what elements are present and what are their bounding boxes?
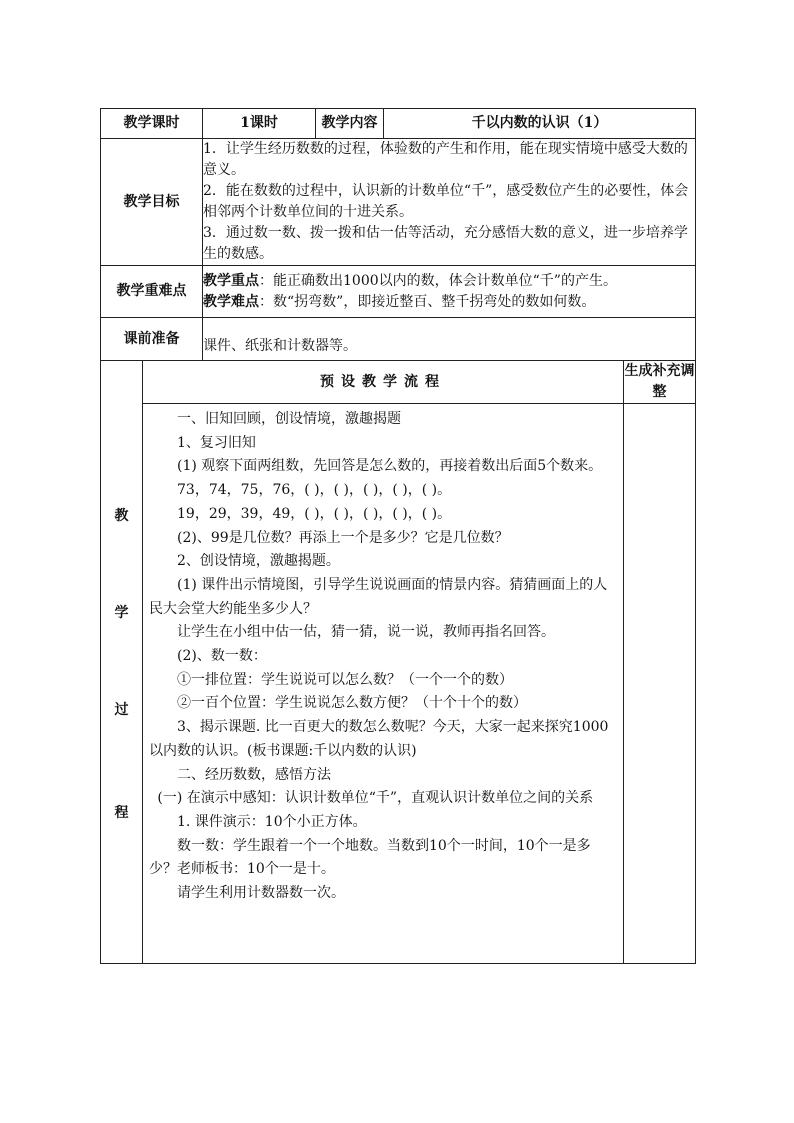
preparation-content: 课件、纸张和计数器等。 bbox=[203, 318, 696, 361]
focus-label: 教学重点 bbox=[203, 272, 259, 289]
period-value: 1课时 bbox=[203, 109, 316, 139]
objectives-row bbox=[101, 139, 696, 266]
preparation-row bbox=[101, 318, 696, 361]
objective-item: 3．通过数一数、拨一拨和估一估等活动，充分感悟大数的意义，进一步培养学生的数感。 bbox=[203, 225, 688, 262]
process-header-row bbox=[101, 361, 696, 404]
flow-line: 一、旧知回顾，创设情境，激趣揭题 bbox=[177, 411, 401, 427]
content-label: 教学内容 bbox=[316, 109, 384, 139]
flow-line: 请学生利用计数器数一次。 bbox=[177, 885, 345, 902]
flow-line: 1、复习旧知 bbox=[177, 434, 256, 451]
flow-title: 预设教学流程 bbox=[143, 361, 624, 404]
difficulty-text: ：数“拐弯数”，即接近整百、整千拐弯处的数如何数。 bbox=[259, 293, 596, 310]
flow-line: 19，29，39，49，( )，( )，( )，( )，( )。 bbox=[177, 505, 452, 522]
preparation-label: 课前准备 bbox=[101, 318, 203, 361]
flow-line: 让学生在小组中估一估，猜一猜，说一说，教师再指名回答。 bbox=[177, 624, 555, 641]
flow-line: ①一排位置：学生说说可以怎么数？（一个一个的数） bbox=[177, 671, 513, 688]
difficulty-label: 教学难点 bbox=[203, 293, 259, 310]
flow-line: (2)、数一数： bbox=[177, 648, 267, 665]
flow-line: 二、经历数数，感悟方法 bbox=[177, 766, 331, 783]
flow-line: ②一百个位置：学生说说怎么数方便？（十个十个的数） bbox=[177, 695, 527, 712]
flow-line: 73，74，75，76，( )，( )，( )，( )，( )。 bbox=[177, 482, 452, 499]
objectives-content bbox=[203, 139, 696, 266]
flow-line: (一) 在演示中感知：认识计数单位“千”，直观认识计数单位之间的关系 bbox=[157, 790, 594, 807]
extra-content bbox=[624, 404, 696, 964]
period-label: 教学课时 bbox=[101, 109, 203, 139]
flow-line: (1) 课件出示情境图，引导学生说说画面的情景内容。猜猜画面上的人民大会堂大约能坐多少人？ bbox=[149, 576, 608, 617]
objective-item: 1．让学生经历数数的过程，体验数的产生和作用，能在现实情境中感受大数的意义。 bbox=[203, 141, 688, 178]
lesson-plan-table bbox=[100, 108, 696, 964]
process-side-label: 教 学 过 程 bbox=[101, 361, 143, 964]
flow-line: (1) 观察下面两组数，先回答是怎么数的，再接着数出后面5个数来。 bbox=[177, 458, 603, 475]
flow-line: (2)、99是几位数？再添上一个是多少？它是几位数？ bbox=[177, 529, 509, 546]
content-value: 千以内数的认识（1） bbox=[384, 109, 696, 139]
flow-line: 3、揭示课题. 比一百更大的数怎么数呢？今天，大家一起来探究1000以内数的认识。(板书课题:千以内数的认识) bbox=[149, 719, 609, 759]
objectives-label: 教学目标 bbox=[101, 139, 203, 266]
flow-line: 1. 课件演示：10个小正方体。 bbox=[177, 813, 367, 830]
key-points-label: 教学重难点 bbox=[101, 266, 203, 318]
extra-title: 生成补充调整 bbox=[624, 361, 696, 404]
flow-line: 2、创设情境，激趣揭题。 bbox=[177, 553, 340, 570]
process-body-row bbox=[101, 404, 696, 964]
objective-item: 2．能在数数的过程中，认识新的计数单位“千”，感受数位产生的必要性，体会相邻两个计数单位间的十进关系。 bbox=[203, 183, 689, 220]
key-points-row bbox=[101, 266, 696, 318]
header-row bbox=[101, 109, 696, 139]
focus-text: ：能正确数出1000以内的数，体会计数单位“千”的产生。 bbox=[259, 272, 617, 289]
flow-line: 数一数：学生跟着一个一个地数。当数到10个一时间，10个一是多少？老师板书：10个一是十。 bbox=[149, 837, 591, 878]
key-points-content bbox=[203, 266, 696, 318]
flow-content bbox=[143, 404, 624, 964]
